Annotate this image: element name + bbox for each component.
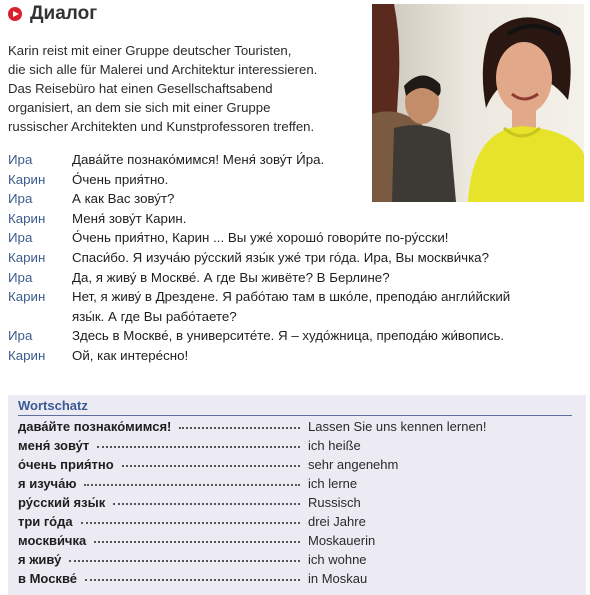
vocab-german: ich heiße	[308, 437, 361, 453]
vocab-row	[18, 416, 572, 436]
vocab-row	[18, 511, 572, 531]
vocab-russian: три го́да	[18, 513, 73, 529]
vocab-row	[18, 454, 572, 474]
vocab-german: Lassen Sie uns kennen lernen!	[308, 418, 487, 434]
speech-text: язы́к. А где Вы рабо́таете?	[72, 308, 237, 324]
vocab-row	[18, 530, 572, 550]
leader-dots	[84, 476, 300, 486]
leader-dots	[179, 419, 300, 429]
vocab-russian: о́чень прия́тно	[18, 456, 114, 472]
speaker-name: Карин	[8, 210, 46, 226]
leader-dots	[97, 438, 300, 448]
speaker-name: Карин	[8, 249, 46, 265]
speaker-name: Ира	[8, 152, 33, 167]
speech-text: О́чень прия́тно.	[72, 171, 169, 187]
speech-text: Нет, я живу́ в Дрездене. Я рабо́таю там в шко́ле, препода́ю англи́йский	[72, 289, 511, 305]
vocab-german: in Moskau	[308, 570, 368, 586]
vocab-russian: меня́ зову́т	[18, 437, 90, 453]
leader-dots	[85, 571, 300, 581]
intro-line: russischer Architekten und Kunstprofessoren treffen.	[8, 119, 315, 134]
speaker-name: Карин	[8, 289, 46, 305]
speech-text: Ой, как интере́сно!	[72, 347, 189, 363]
dialog-line	[8, 170, 586, 190]
dialog-line	[8, 228, 586, 248]
speech-text: О́чень прия́тно, Карин ... Вы уже́ хорошо́ говори́те по-ру́сски!	[72, 230, 449, 246]
leader-dots	[81, 514, 300, 524]
dialog-line	[8, 287, 586, 307]
vocab-row	[18, 568, 572, 588]
dialog-line	[8, 326, 586, 346]
section-title: Диалог	[30, 3, 98, 24]
speech-text: Здесь в Москве́, в университе́те. Я – худо́жница, препода́ю жи́вопись.	[72, 328, 505, 344]
play-audio-icon[interactable]	[8, 7, 22, 21]
speaker-name: Ира	[8, 328, 33, 344]
speech-text: А как Вас зову́т?	[72, 191, 175, 207]
speaker-name: Карин	[8, 347, 46, 363]
dialog-line	[8, 150, 586, 170]
vocab-german: sehr angenehm	[308, 456, 399, 472]
leader-dots	[113, 495, 300, 505]
intro-line: organisiert, an dem sie sich mit einer Gruppe	[8, 100, 271, 115]
section-header	[8, 4, 97, 24]
dialog-line	[8, 248, 586, 268]
vocab-row	[18, 473, 572, 493]
speaker-name	[8, 307, 72, 327]
wortschatz-box	[8, 395, 586, 595]
intro-line: Karin reist mit einer Gruppe deutscher Touristen,	[8, 43, 292, 58]
vocab-row	[18, 549, 572, 569]
wortschatz-title: Wortschatz	[18, 398, 88, 413]
dialog-line	[8, 346, 586, 366]
speaker-name: Ира	[8, 191, 33, 207]
vocab-german: drei Jahre	[308, 513, 366, 529]
speech-text: Да, я живу́ в Москве́. А где Вы живёте? В Берлине?	[72, 269, 390, 285]
vocab-russian: москви́чка	[18, 532, 87, 548]
intro-line: Das Reisebüro hat einen Gesellschaftsabend	[8, 81, 273, 96]
vocab-german: Russisch	[308, 494, 361, 510]
intro-line: die sich alle für Malerei und Architektur interessieren.	[8, 62, 318, 77]
dialog-line	[8, 189, 586, 209]
vocab-russian: я живу́	[18, 551, 62, 567]
leader-dots	[69, 552, 300, 562]
dialog-line	[8, 268, 586, 288]
speaker-name: Ира	[8, 269, 33, 285]
vocab-russian: я изуча́ю	[18, 475, 77, 491]
vocab-russian: ру́сский язы́к	[18, 494, 106, 510]
vocab-row	[18, 435, 572, 455]
speech-text: Меня́ зову́т Карин.	[72, 210, 187, 226]
leader-dots	[122, 457, 300, 467]
speech-text: Дава́йте познако́мимся! Меня́ зову́т И́ра.	[72, 152, 325, 167]
dialog-line	[8, 209, 586, 229]
vocab-row	[18, 492, 572, 512]
vocab-german: Moskauerin	[308, 532, 376, 548]
vocab-german: ich lerne	[308, 475, 358, 491]
speaker-name: Карин	[8, 171, 46, 187]
speech-text: Спаси́бо. Я изуча́ю ру́сский язы́к уже́ три го́да. Ира, Вы москви́чка?	[72, 249, 489, 265]
dialog-line	[8, 307, 586, 327]
vocab-russian: дава́йте познако́мимся!	[18, 418, 172, 434]
vocab-german: ich wohne	[308, 551, 367, 567]
speaker-name: Ира	[8, 230, 33, 246]
vocab-russian: в Москве́	[18, 570, 77, 586]
dialog	[8, 150, 586, 366]
intro-text	[8, 41, 363, 136]
leader-dots	[94, 533, 300, 543]
